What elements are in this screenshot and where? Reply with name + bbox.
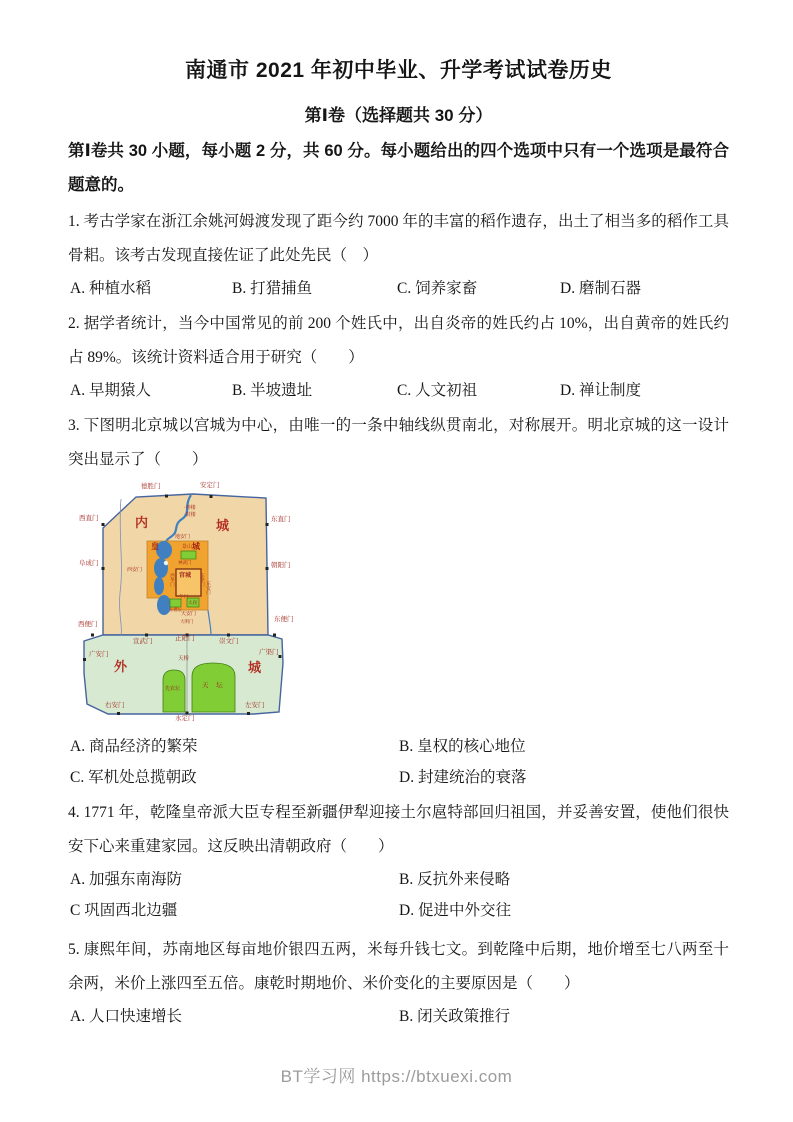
lake-middle bbox=[154, 577, 164, 595]
map-label-outer-city-1: 外 bbox=[114, 659, 128, 674]
map-label-dongbianmen: 东便门 bbox=[274, 616, 294, 623]
question-1-option-b: B. 打猎捕鱼 bbox=[232, 280, 313, 297]
question-1-text: 1. 考古学家在浙江余姚河姆渡发现了距今约 7000 年的丰富的稻作遗存，出土了相当多的稻作工具骨耜。该考古发现直接佐证了此处先民（ ） bbox=[68, 213, 729, 264]
question-3-option-b: B. 皇权的核心地位 bbox=[399, 738, 526, 755]
question-1-option-a: A. 种植水稻 bbox=[70, 280, 151, 297]
map-label-tiananmen: 天安门 bbox=[181, 611, 197, 617]
question-2-options bbox=[68, 375, 729, 406]
map-label-guanganmen: 广安门 bbox=[89, 651, 109, 658]
map-label-xibianmen: 西便门 bbox=[78, 621, 98, 628]
question-5-option-a: A. 人口快速增长 bbox=[70, 1008, 182, 1025]
map-label-yongdingmen: 永定门 bbox=[175, 715, 195, 722]
map-label-dianmen: 地安门 bbox=[175, 534, 191, 540]
map-label-zhengyangmen: 正阳门 bbox=[175, 635, 195, 642]
map-label-donghuamen: 东华门 bbox=[200, 573, 206, 587]
map-label-shenwumen: 神武门 bbox=[178, 560, 192, 565]
question-4-option-a: A. 加强东南海防 bbox=[70, 871, 182, 888]
question-4-option-d: D. 促进中外交往 bbox=[399, 902, 511, 919]
section-title: 第Ⅰ卷（选择题共 30 分） bbox=[304, 106, 493, 125]
question-5-text: 5. 康熙年间，苏南地区每亩地价银四五两，米每升钱七文。到乾隆中后期，地价增至七八两至十余两，米价上涨四至五倍。康乾时期地价、米价变化的主要原因是（ ） bbox=[68, 941, 729, 992]
map-label-chongwenmen: 崇文门 bbox=[219, 638, 239, 645]
watermark: BT学习网 https://btxuexi.com bbox=[280, 1067, 513, 1086]
map-label-zuoanmen: 左安门 bbox=[245, 702, 265, 709]
question-1-option-c: C. 饲养家畜 bbox=[397, 280, 478, 297]
beijing-city-map bbox=[78, 483, 306, 729]
map-label-xizhimen: 西直门 bbox=[79, 515, 99, 522]
question-4-options bbox=[68, 864, 729, 926]
question-5-options bbox=[68, 1001, 729, 1032]
map-label-taimiao: 太庙 bbox=[188, 600, 197, 605]
section-instructions: 第Ⅰ卷共 30 小题，每小题 2 分，共 60 分。每小题给出的四个选项中只有一个选项是最符合题意的。 bbox=[68, 142, 729, 194]
question-3-option-d: D. 封建统治的衰落 bbox=[399, 769, 527, 786]
question-2-option-d: D. 禅让制度 bbox=[560, 382, 641, 399]
map-label-wumen: 午门 bbox=[179, 594, 188, 599]
question-2-option-b: B. 半坡遗址 bbox=[232, 382, 313, 399]
lake-island bbox=[164, 561, 168, 565]
question-3-option-c: C. 军机处总揽朝政 bbox=[70, 769, 197, 786]
map-label-dongzhimen: 东直门 bbox=[271, 516, 291, 523]
question-2-text: 2. 据学者统计，当今中国常见的前 200 个姓氏中，出自炎帝的姓氏约占 10%，出自黄帝的姓氏约占 89%。该统计资料适合用于研究（ ） bbox=[68, 315, 729, 366]
map-label-xuanwumen: 宣武门 bbox=[133, 638, 153, 645]
question-2-option-c: C. 人文初祖 bbox=[397, 382, 478, 399]
map-label-gulou: ·鼓楼 bbox=[184, 512, 196, 518]
map-label-damingmen: 大明门 bbox=[180, 619, 194, 624]
question-4-option-b: B. 反抗外来侵略 bbox=[399, 871, 511, 888]
map-label-palace-city: 宫城 bbox=[179, 573, 192, 579]
map-label-inner-city-1: 内 bbox=[135, 515, 149, 530]
map-label-zhonglou: ·钟楼 bbox=[184, 505, 196, 511]
jingshan-box bbox=[181, 551, 196, 559]
map-label-tiantan: 天 坛 bbox=[202, 682, 226, 689]
question-3-option-a: A. 商品经济的繁荣 bbox=[70, 738, 198, 755]
question-1-options bbox=[68, 273, 729, 304]
question-3-options bbox=[68, 731, 729, 793]
map-label-xihuamen: 西华门 bbox=[170, 573, 176, 587]
map-label-fuchengmen: 阜成门 bbox=[79, 560, 99, 567]
map-label-xianmen: 西安门 bbox=[127, 567, 143, 573]
map-label-andingmen: 安定门 bbox=[200, 482, 220, 489]
page-title: 南通市 2021 年初中毕业、升学考试试卷历史 bbox=[185, 59, 612, 82]
map-label-guangqumen: 广渠门 bbox=[259, 649, 279, 656]
map-label-imperial-city-1: 皇 bbox=[151, 542, 159, 551]
question-4-option-c: C 巩固西北边疆 bbox=[70, 902, 178, 919]
map-label-chaoyangmen: 朝阳门 bbox=[271, 562, 291, 569]
map-label-youanmen: 右安门 bbox=[105, 702, 125, 709]
map-label-tianqiao: 天桥 bbox=[178, 656, 190, 662]
map-label-shejitan: 社稷坛 bbox=[169, 607, 182, 612]
map-label-donganmen: 东安门 bbox=[206, 581, 212, 595]
map-label-outer-city-2: 城 bbox=[248, 660, 262, 675]
map-label-deshengmen: 德胜门 bbox=[141, 483, 161, 490]
map-label-imperial-city-2: 城 bbox=[192, 542, 200, 551]
map-label-xiannongtan: 先农坛 bbox=[165, 686, 181, 692]
map-label-inner-city-2: 城 bbox=[216, 518, 230, 533]
map-label-jingshan: 景山 bbox=[182, 544, 193, 550]
question-4-text: 4. 1771 年，乾隆皇帝派大臣专程至新疆伊犁迎接土尔扈特部回归祖国，并妥善安置，使他们很快安下心来重建家园。这反映出清朝政府（ ） bbox=[68, 804, 729, 855]
question-2-option-a: A. 早期猿人 bbox=[70, 382, 151, 399]
question-3-text: 3. 下图明北京城以宫城为中心，由唯一的一条中轴线纵贯南北，对称展开。明北京城的这一设计突出显示了（ ） bbox=[68, 417, 729, 468]
question-5-option-b: B. 闭关政策推行 bbox=[399, 1008, 511, 1025]
shejitan-box bbox=[170, 599, 181, 607]
question-1-option-d: D. 磨制石器 bbox=[560, 280, 641, 297]
